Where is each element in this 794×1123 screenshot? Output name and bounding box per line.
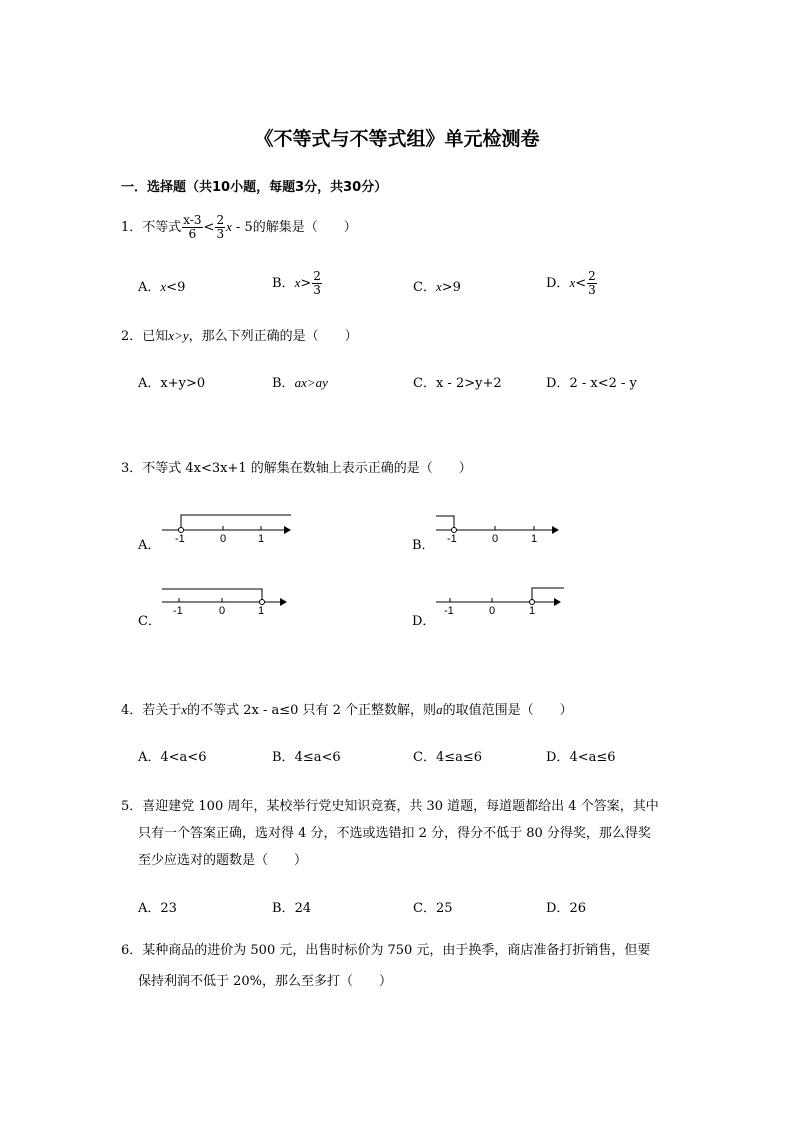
question-text: 不等式 [142, 220, 182, 235]
option-d: D．2 - x<2 - y [546, 376, 637, 391]
section-header: 一．选择题（共10小题，每题3分，共30分） [121, 180, 388, 195]
tick-label: 0 [489, 605, 496, 617]
option-b: B． [412, 538, 435, 553]
option-a: A．x<9 [138, 279, 186, 295]
tick-label: 1 [529, 605, 536, 617]
fraction: $\frac{2}{3}$ [216, 213, 225, 241]
fraction: $\frac{x-3}{6}$ [183, 213, 202, 241]
option-d: D．4<a≤6 [546, 750, 616, 765]
option-c: C． [138, 614, 161, 629]
tick-label: 0 [219, 605, 226, 617]
option-b: B．ax>ay [272, 375, 328, 391]
option-d: D．x< $\frac{2}{3}$ [546, 269, 596, 297]
option-a: A． [138, 538, 161, 553]
tick-label: -1 [173, 605, 183, 617]
question-number: 3． [121, 461, 143, 476]
option-a: A．x+y>0 [138, 376, 206, 391]
option-d: D． [412, 614, 436, 629]
tick-label: -1 [447, 533, 457, 545]
option-b: B．4≤a<6 [272, 750, 341, 765]
option-c: C．4≤a≤6 [413, 750, 483, 765]
tick-label: -1 [444, 605, 454, 617]
option-c: C．x>9 [413, 279, 461, 295]
option-c: C．x - 2>y+2 [413, 376, 502, 391]
option-a: A．4<a<6 [138, 750, 207, 765]
question-3: 3．不等式 4x<3x+1 的解集在数轴上表示正确的是（ ） [121, 461, 472, 476]
tick-label: 0 [492, 533, 499, 545]
question-6-line-2: 保持利润不低于 20%，那么至多打（ ） [138, 974, 393, 989]
tick-label: 1 [258, 533, 265, 545]
question-number: 6． [121, 943, 143, 958]
question-number: 5． [121, 799, 143, 814]
question-4: 4．若关于x的不等式 2x - a≤0 只有 2 个正整数解，则a的取值范围是（ ） [121, 702, 573, 718]
question-2: 2．已知x>y，那么下列正确的是（ ） [121, 328, 358, 344]
option-b: B．x> $\frac{2}{3}$ [272, 269, 321, 297]
tick-label: -1 [175, 533, 185, 545]
question-5-line-2: 只有一个答案正确，选对得 4 分，不选或选错扣 2 分，得分不低于 80 分得奖，那么得奖 [138, 826, 651, 841]
tick-label: 0 [220, 533, 227, 545]
number-line-a [158, 508, 298, 548]
number-line-c [158, 584, 298, 624]
question-1: 1．不等式 $\frac{x-3}{6}$ < $\frac{2}{3}$ x - 5的解集是（ ） [121, 213, 357, 241]
option-d: D．26 [546, 901, 586, 916]
question-number: 1． [121, 220, 143, 235]
option-a: A．23 [138, 901, 177, 916]
question-5: 5．喜迎建党 100 周年，某校举行党史知识竞赛，共 30 道题，每道题都给出 4 个答案，其中 [121, 799, 659, 814]
fraction: $\frac{2}{3}$ [588, 269, 596, 297]
fraction: $\frac{2}{3}$ [313, 269, 321, 297]
number-line-b [432, 508, 572, 548]
number-line-d [432, 584, 572, 624]
option-c: C．25 [413, 901, 453, 916]
question-number: 2． [121, 329, 143, 344]
question-6: 6．某种商品的进价为 500 元，出售时标价为 750 元，由于换季，商店准备打折销售，但要 [121, 943, 651, 958]
tick-label: 1 [258, 605, 265, 617]
option-b: B．24 [272, 901, 312, 916]
tick-label: 1 [531, 533, 538, 545]
question-number: 4． [121, 703, 143, 718]
question-5-line-3: 至少应选对的题数是（ ） [138, 853, 308, 868]
page-title: 《不等式与不等式组》单元检测卷 [254, 128, 540, 150]
